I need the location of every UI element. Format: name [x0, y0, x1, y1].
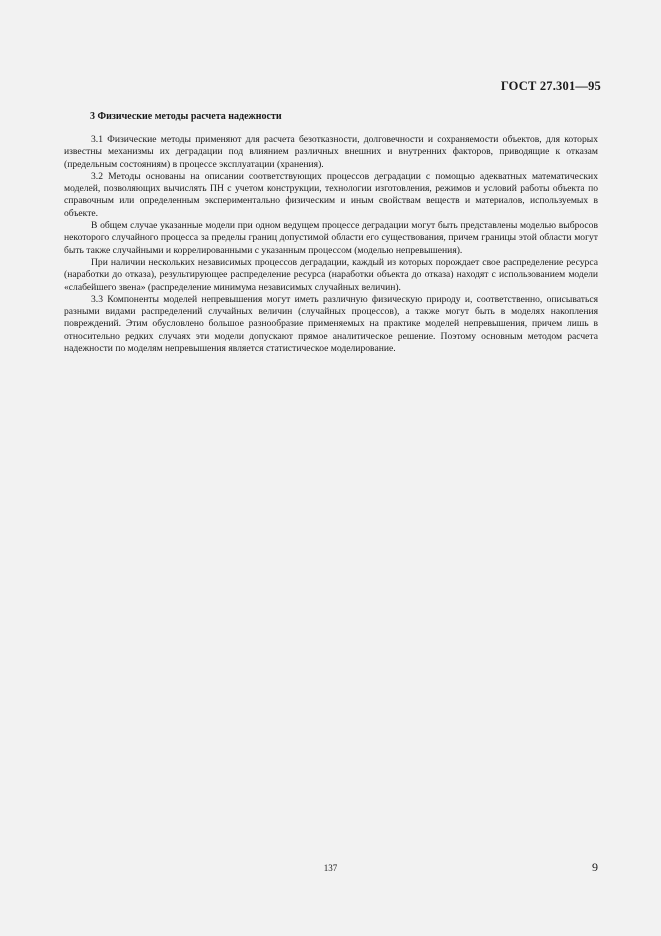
page-number: 9: [592, 860, 598, 874]
footer-center-number: 137: [323, 863, 338, 873]
paragraph-general-case: В общем случае указанные модели при одном ведущем процессе деградации могут быть представлены моделью выбросов некоторого случайного процесса за пределы границ допустимой области его существования, причем границы этой области могут быть также случайными и коррелированными с указанным процессом (моделью непревышения).: [64, 220, 598, 256]
section-title: 3 Физические методы расчета надежности: [90, 111, 282, 122]
standard-code-header: ГОСТ 27.301—95: [500, 79, 601, 93]
paragraph-3-3: 3.3 Компоненты моделей непревышения могут иметь различную физическую природу и, соответственно, описываться разными видами распределений случайных величин (случайных процессов), а также могут быть в моделях накопления повреждений. Этим обусловлено большое разнообразие применяемых на практике моделей непревышения, причем лишь в относительно редких случаях эти модели допускают прямое аналитическое решение. Поэтому основным методом расчета надежности по моделям непревышения является статистическое моделирование.: [64, 293, 598, 355]
body-text: [64, 134, 598, 355]
paragraph-3-1: 3.1 Физические методы применяют для расчета безотказности, долговечности и сохраняемости объектов, для которых известны механизмы их деградации под влиянием различных внешних и внутренних факторов, приводящие к отказам (предельным состояниям) в процессе эксплуатации (хранения).: [64, 134, 598, 170]
paragraph-multiple-processes: При наличии нескольких независимых процессов деградации, каждый из которых порождает свое распределение ресурса (наработки до отказа), результирующее распределение ресурса (наработки объекта до отказа) находят с использованием модели «слабейшего звена» (распределение минимума независимых случайных величин).: [64, 256, 598, 293]
paragraph-3-2: 3.2 Методы основаны на описании соответствующих процессов деградации с помощью адекватных математических моделей, позволяющих вычислять ПН с учетом конструкции, технологии изготовления, режимов и условий работы объекта по справочным или определенным экспериментально физическим и иным свойствам веществ и материалов, используемых в объекте.: [64, 170, 598, 219]
